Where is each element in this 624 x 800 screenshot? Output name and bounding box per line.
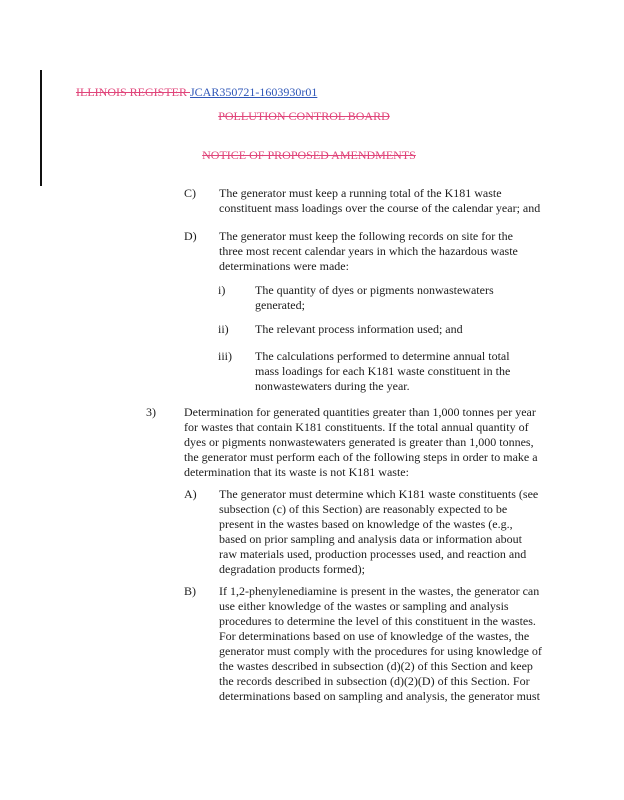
notice-header: [0, 148, 624, 162]
register-inserted-text: JCAR350721-1603930r01: [190, 85, 318, 99]
subsection-d-label: D): [184, 229, 197, 243]
paragraph-3-text: Determination for generated quantities greater than 1,000 tonnes per year for wastes that contain K181 constituents. If the total annual quantity of dyes or pigments nonwastewaters generated is greater than 1,000 tonnes, the generator must perform each of the following steps in order to make a determination that its waste is not K181 waste:: [184, 405, 538, 479]
register-header: [76, 85, 317, 99]
subsection-c-text: The generator must keep a running total of the K181 waste constituent mass loadings over the course of the calendar year; and: [219, 186, 541, 215]
paragraph-3: [146, 405, 546, 483]
subsection-d-text: The generator must keep the following records on site for the three most recent calendar years in which the hazardous waste determinations were made:: [219, 229, 518, 273]
subsection-d-iii-text: The calculations performed to determine annual total mass loadings for each K181 waste constituent in the nonwastewaters during the year.: [255, 349, 511, 393]
register-struck-text: ILLINOIS REGISTER: [76, 85, 190, 99]
subsection-c: [184, 186, 544, 218]
paragraph-3-b-text: If 1,2-phenylenediamine is present in the wastes, the generator can use either knowledge of the wastes or sampling and analysis procedures to determine the level of this constituent in the wastes. For determinations based on use of knowledge of the wastes, the generator must comply with the procedures for using knowledge of the wastes described in subsection (d)(2) of this Section and keep the records described in subsection (d)(2)(D) of this Section. For determinations based on sampling and analysis, the generator must: [219, 584, 542, 703]
board-header: [0, 109, 624, 123]
subsection-d-i-text: The quantity of dyes or pigments nonwastewaters generated;: [255, 283, 494, 312]
paragraph-3-subsection-b: [184, 584, 544, 726]
subsection-d: [184, 229, 544, 277]
subsection-d-iii: [218, 349, 518, 397]
subsection-d-ii: [218, 322, 518, 338]
revision-change-bar: [40, 70, 42, 186]
subsection-d-ii-text: The relevant process information used; and: [255, 322, 463, 336]
subsection-c-label: C): [184, 186, 196, 200]
subsection-d-i-label: i): [218, 283, 226, 297]
subsection-d-ii-label: ii): [218, 322, 229, 336]
subsection-d-iii-label: iii): [218, 349, 232, 363]
paragraph-3-a-label: A): [184, 487, 197, 501]
notice-title: NOTICE OF PROPOSED AMENDMENTS: [202, 148, 416, 162]
paragraph-3-subsection-a: [184, 487, 544, 581]
paragraph-3-label: 3): [146, 405, 156, 419]
subsection-d-i: [218, 283, 518, 315]
board-name: POLLUTION CONTROL BOARD: [218, 109, 390, 123]
paragraph-3-a-text: The generator must determine which K181 waste constituents (see subsection (c) of this Section) are reasonably expected to be present in the wastes based on knowledge of the wastes (e.g., based on prior sampling and analysis data or information about raw materials used, production processes used, and reaction and degradation products formed);: [219, 487, 539, 576]
paragraph-3-b-label: B): [184, 584, 196, 598]
